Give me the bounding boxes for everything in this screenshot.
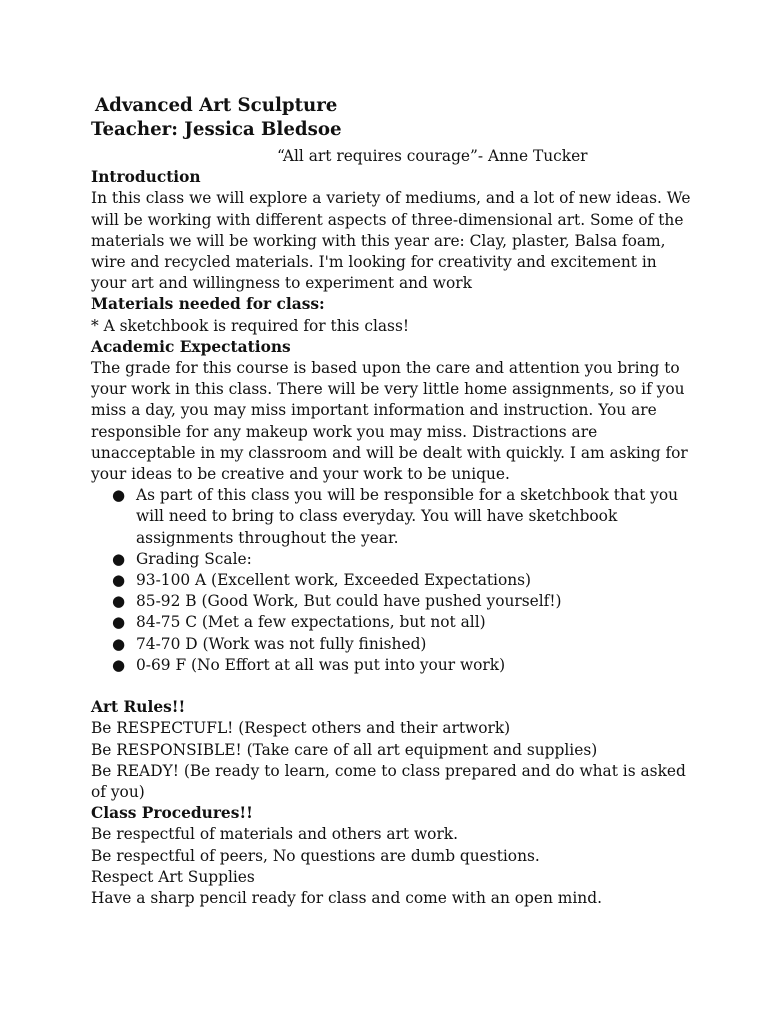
list-item (112, 549, 691, 570)
quote: “All art requires courage”- Anne Tucker (277, 147, 588, 165)
list-item-text: Grading Scale: (136, 549, 252, 568)
list-item (112, 655, 691, 676)
bullet-icon: ● (112, 549, 126, 568)
materials-text: * A sketchbook is required for this class! (91, 316, 410, 335)
rule-item: Be RESPECTUFL! (Respect others and their artwork) (91, 719, 511, 738)
academic-heading: Academic Expectations (91, 337, 291, 356)
rules-heading: Art Rules!! (91, 698, 186, 717)
academic-text: The grade for this course is based upon the care and attention you bring to your work in this class. There will be very little home assignments, so if you miss a day, you may miss important information and instruction. You are responsible for any makeup work you may miss. Distractions are unacceptable in my classroom and will be dealt with quickly. I am asking for your ideas to be creative and your work to be unique. (91, 359, 688, 484)
section-spacer (91, 676, 691, 697)
procedures-heading: Class Procedures!! (91, 804, 253, 823)
bullet-icon: ● (112, 613, 126, 632)
teacher-name: Teacher: Jessica Bledsoe (91, 119, 342, 140)
list-item (112, 591, 691, 612)
list-item-text: 84-75 C (Met a few expectations, but not all) (136, 613, 486, 632)
intro-heading: Introduction (91, 168, 201, 187)
procedure-item: Respect Art Supplies (91, 867, 255, 886)
intro-text: In this class we will explore a variety of mediums, and a lot of new ideas. We will be working with different aspects of three-dimensional art. Some of the materials we will be working with this year are: Clay, plaster, Balsa foam, wire and recycled materials. I'm looking for creativity and excitement in your art and willingness to experiment and work (91, 189, 691, 293)
bullet-icon: ● (112, 634, 126, 653)
bullet-icon: ● (112, 655, 126, 674)
rule-item: Be READY! (Be ready to learn, come to class prepared and do what is asked of you) (91, 761, 686, 802)
list-item-text: 74-70 D (Work was not fully finished) (136, 634, 427, 653)
procedure-item: Be respectful of peers, No questions are dumb questions. (91, 846, 540, 865)
list-item-text: 85-92 B (Good Work, But could have pushed yourself!) (136, 592, 562, 611)
bullet-icon: ● (112, 486, 126, 505)
bullet-icon: ● (112, 571, 126, 590)
rule-item: Be RESPONSIBLE! (Take care of all art equipment and supplies) (91, 740, 598, 759)
procedure-item: Have a sharp pencil ready for class and come with an open mind. (91, 889, 602, 908)
list-item (112, 612, 691, 633)
document-title: Advanced Art Sculpture (95, 95, 338, 116)
list-item-text: 0-69 F (No Effort at all was put into your work) (136, 655, 506, 674)
document-page (91, 94, 691, 909)
list-item (112, 570, 691, 591)
academic-bullet-list (91, 485, 691, 676)
materials-heading: Materials needed for class: (91, 295, 325, 314)
list-item-text: 93-100 A (Excellent work, Exceeded Expectations) (136, 571, 532, 590)
list-item (112, 634, 691, 655)
procedure-item: Be respectful of materials and others art work. (91, 825, 459, 844)
list-item (112, 485, 691, 549)
list-item-text: As part of this class you will be responsible for a sketchbook that you will need to bring to class everyday. You will have sketchbook assignments throughout the year. (136, 486, 679, 547)
bullet-icon: ● (112, 592, 126, 611)
